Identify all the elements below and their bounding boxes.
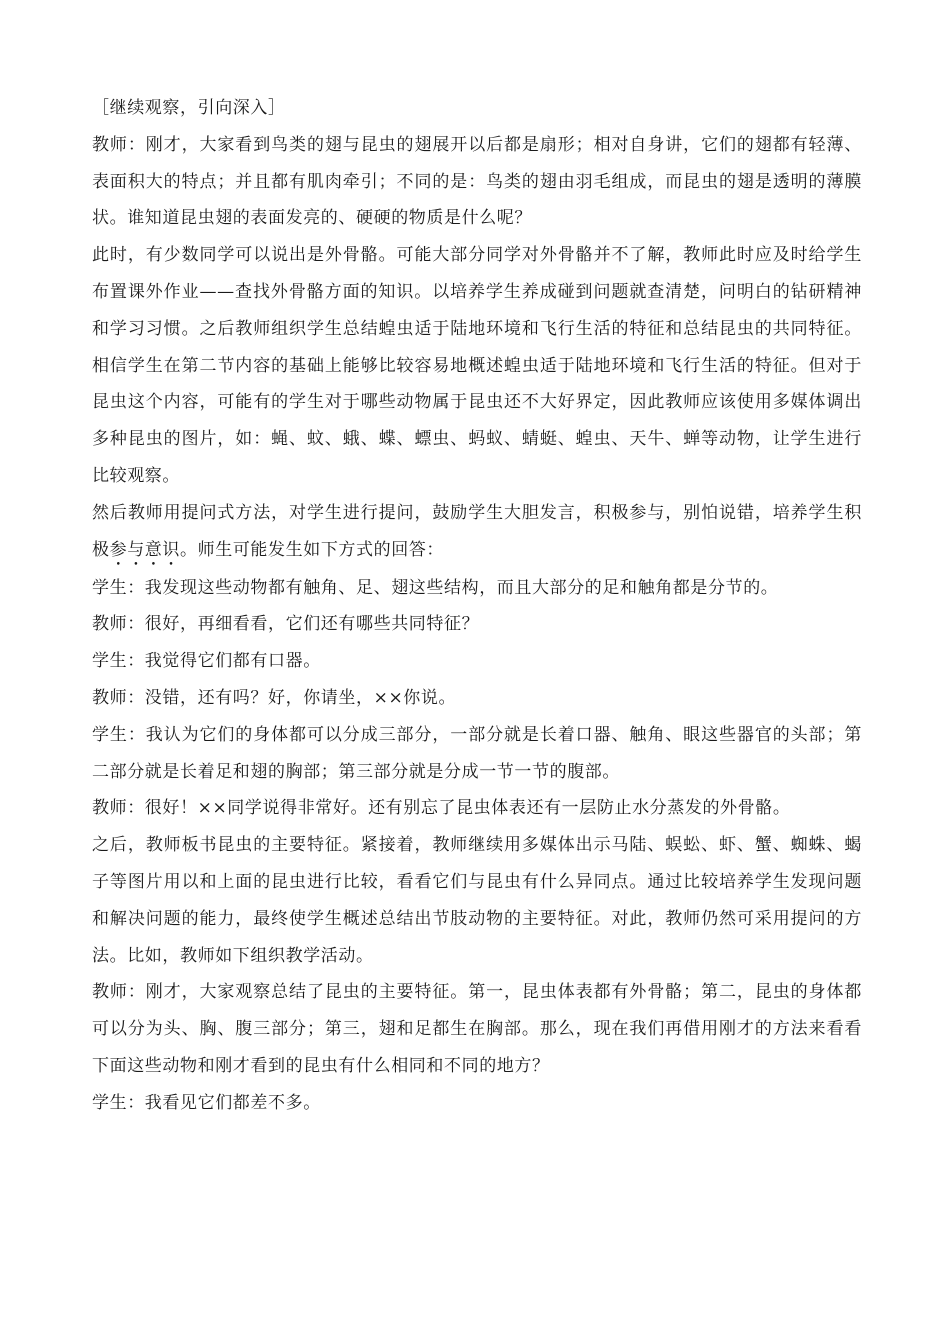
narrative-paragraph: 此时，有少数同学可以说出是外骨骼。可能大部分同学对外骨骼并不了解，教师此时应及时给学生布置课外作业——查找外骨骼方面的知识。以培养学生养成碰到问题就查清楚，问明白的钻研精神和学习习惯。之后教师组织学生总结蝗虫适于陆地环境和飞行生活的特征和总结昆虫的共同特征。相信学生在第二节内容的基础上能够比较容易地概述蝗虫适于陆地环境和飞行生活的特征。但对于昆虫这个内容，可能有的学生对于哪些动物属于昆虫还不大好界定，因此教师应该使用多媒体调出多种昆虫的图片，如：蝇、蚊、蛾、蝶、螵虫、蚂蚁、蜻蜓、蝗虫、天牛、蝉等动物，让学生进行比较观察。	[92, 245, 862, 486]
teacher-paragraph: 教师：很好！××同学说得非常好。还有别忘了昆虫体表还有一层防止水分蒸发的外骨骼。	[92, 798, 791, 819]
teacher-paragraph: 教师：刚才，大家看到鸟类的翅与昆虫的翅展开以后都是扇形；相对自身讲，它们的翅都有轻薄、表面积大的特点；并且都有肌肉牵引；不同的是：鸟类的翅由羽毛组成，而昆虫的翅是透明的薄膜状。谁知道昆虫翅的表面发亮的、硬硬的物质是什么呢？	[92, 134, 862, 229]
student-paragraph: 学生：我发现这些动物都有触角、足、翅这些结构，而且大部分的足和触角都是分节的。	[92, 577, 779, 598]
document-page	[92, 90, 862, 1122]
narrative-paragraph	[92, 495, 862, 570]
paragraph-text: 。师生可能发生如下方式的回答：	[180, 539, 445, 560]
section-heading: ［继续观察，引向深入］	[92, 98, 286, 118]
teacher-paragraph: 教师：刚才，大家观察总结了昆虫的主要特征。第一，昆虫体表都有外骨骼；第二，昆虫的身体都可以分为头、胸、腹三部分；第三，翅和足都生在胸部。那么，现在我们再借用刚才的方法来看看下面这些动物和刚才看到的昆虫有什么相同和不同的地方？	[92, 982, 862, 1076]
student-paragraph: 学生：我认为它们的身体都可以分成三部分，一部分就是长着口器、触角、眼这些器官的头部；第二部分就是长着足和翅的胸部；第三部分就是分成一节一节的腹部。	[92, 724, 862, 782]
student-paragraph: 学生：我看见它们都差不多。	[92, 1092, 321, 1113]
teacher-paragraph: 教师：很好，再细看看，它们还有哪些共同特征？	[92, 614, 480, 635]
paragraph-text: 然后教师用提问式方法，对学生进行提问，鼓励学生大胆发言，积极参与，别怕说错，培养学生积极	[92, 502, 862, 560]
student-paragraph: 学生：我觉得它们都有口器。	[92, 651, 321, 672]
narrative-paragraph: 之后，教师板书昆虫的主要特征。紧接着，教师继续用多媒体出示马陆、蜈蚣、虾、蟹、蜘蛛、蝎子等图片用以和上面的昆虫进行比较，看看它们与昆虫有什么异同点。通过比较培养学生发现问题和解决问题的能力，最终使学生概述总结出节肢动物的主要特征。对此，教师仍然可采用提问的方法。比如，教师如下组织教学活动。	[92, 835, 862, 966]
teacher-paragraph: 教师：没错，还有吗？好，你请坐，××你说。	[92, 687, 457, 708]
emphasized-text: 参与意识	[109, 539, 181, 560]
